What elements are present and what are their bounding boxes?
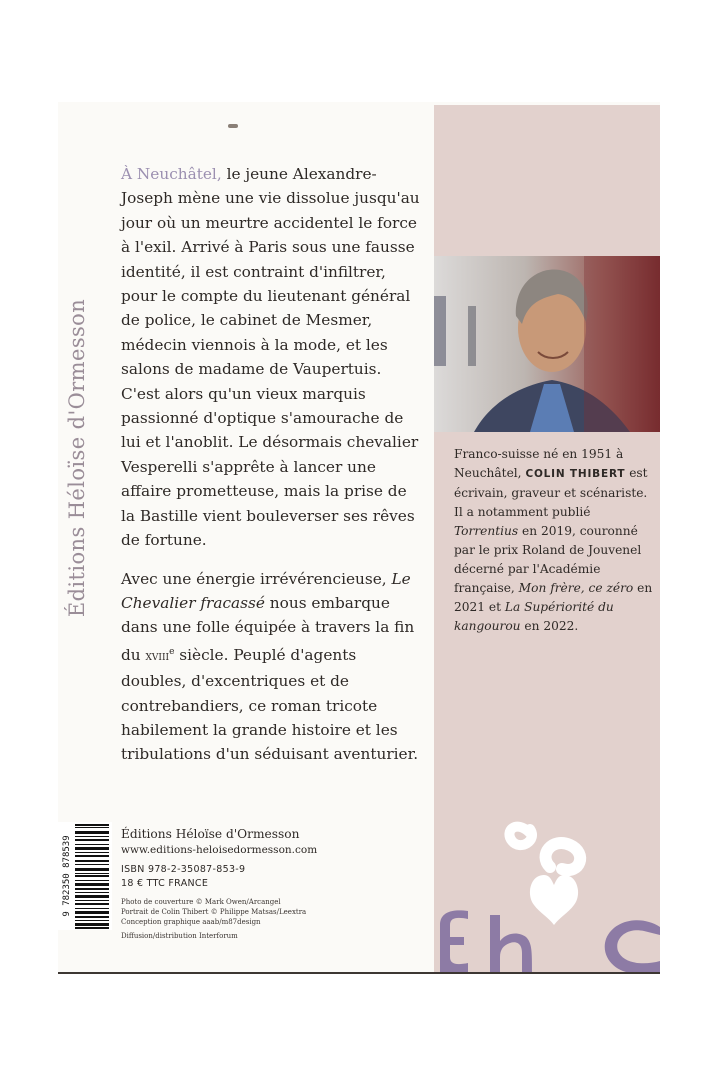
imprint xyxy=(121,826,421,941)
bio-b: est écrivain, graveur et scénariste. Il a notamment publié xyxy=(454,466,648,519)
author-bio xyxy=(454,445,654,636)
book-torrentius: Torrentius xyxy=(454,524,519,538)
book-kangourou: La Supériorité du kangourou xyxy=(454,600,614,633)
blurb-p2-a: Avec une énergie irrévérencieuse, xyxy=(121,569,392,588)
blurb-p2-b: nous embarque dans une folle équipée à travers la fin du xyxy=(121,593,415,664)
publisher-logo-icon xyxy=(420,815,660,973)
top-mark xyxy=(228,124,238,128)
bio-c: en 2019, couronné par le prix Roland de Jouvenel décerné par l'Académie française, xyxy=(454,524,642,595)
bottom-rule xyxy=(58,972,660,974)
book-title: Le Chevalier fracassé xyxy=(121,569,411,612)
spine-publisher: Éditions Héloïse d'Ormesson xyxy=(65,298,89,618)
credit-cover-photo: Photo de couverture © Mark Owen/Arcangel xyxy=(121,898,281,906)
book-mon-frere: Mon frère, ce zéro xyxy=(518,581,634,595)
barcode-digits: 9 782350 878539 xyxy=(62,835,72,917)
isbn: ISBN 978-2-35087-853-9 xyxy=(121,864,246,875)
blurb-p2-c: siècle. Peuplé d'agents doubles, d'excentriques et de contrebandiers, ce roman tricote habilement la grande histoire et les tribulations d'un séduisant aventurier. xyxy=(121,645,419,764)
credit-portrait: Portrait de Colin Thibert © Philippe Matsas/Leextra xyxy=(121,908,307,916)
blurb-paragraph-1 xyxy=(121,162,421,553)
blurb xyxy=(121,162,421,781)
author-photo xyxy=(434,256,660,432)
author-name: COLIN THIBERT xyxy=(525,468,626,480)
imprint-publisher: Éditions Héloïse d'Ormesson xyxy=(121,827,300,841)
bio-d: en 2021 et xyxy=(454,581,653,614)
bio-a: Franco-suisse né en 1951 à Neuchâtel, xyxy=(454,447,624,480)
century-sup: e xyxy=(169,646,175,657)
blurb-paragraph-2 xyxy=(121,567,421,767)
century: xviii xyxy=(145,648,170,664)
credit-design: Conception graphique aaab/m87design xyxy=(121,918,261,926)
distribution: Diffusion/distribution Interforum xyxy=(121,932,238,940)
credits xyxy=(121,897,421,927)
blurb-lead: À Neuchâtel, xyxy=(121,165,222,183)
imprint-website: www.editions-heloisedormesson.com xyxy=(121,844,318,856)
bio-e: en 2022. xyxy=(520,619,579,633)
blurb-p1-body: le jeune Alexandre-Joseph mène une vie dissolue jusqu'au jour où un meurtre accidentel le force à l'exil. Arrivé à Paris sous une fausse identité, il est contraint d'infiltrer, pour le compte du lieutenant général de police, le cabinet de Mesmer, médecin viennois à la mode, et les salons de madame de Vaupertuis. C'est alors qu'un vieux marquis passionné d'optique s'amourache de lui et l'anoblit. Le désormais chevalier Vesperelli s'apprête à lancer une affaire prometteuse, mais la prise de la Bastille vient bouleverser ses rêves de fortune. xyxy=(121,165,420,550)
barcode-icon xyxy=(58,822,112,930)
author-portrait-icon xyxy=(434,256,660,432)
price: 18 € TTC FRANCE xyxy=(121,878,209,889)
